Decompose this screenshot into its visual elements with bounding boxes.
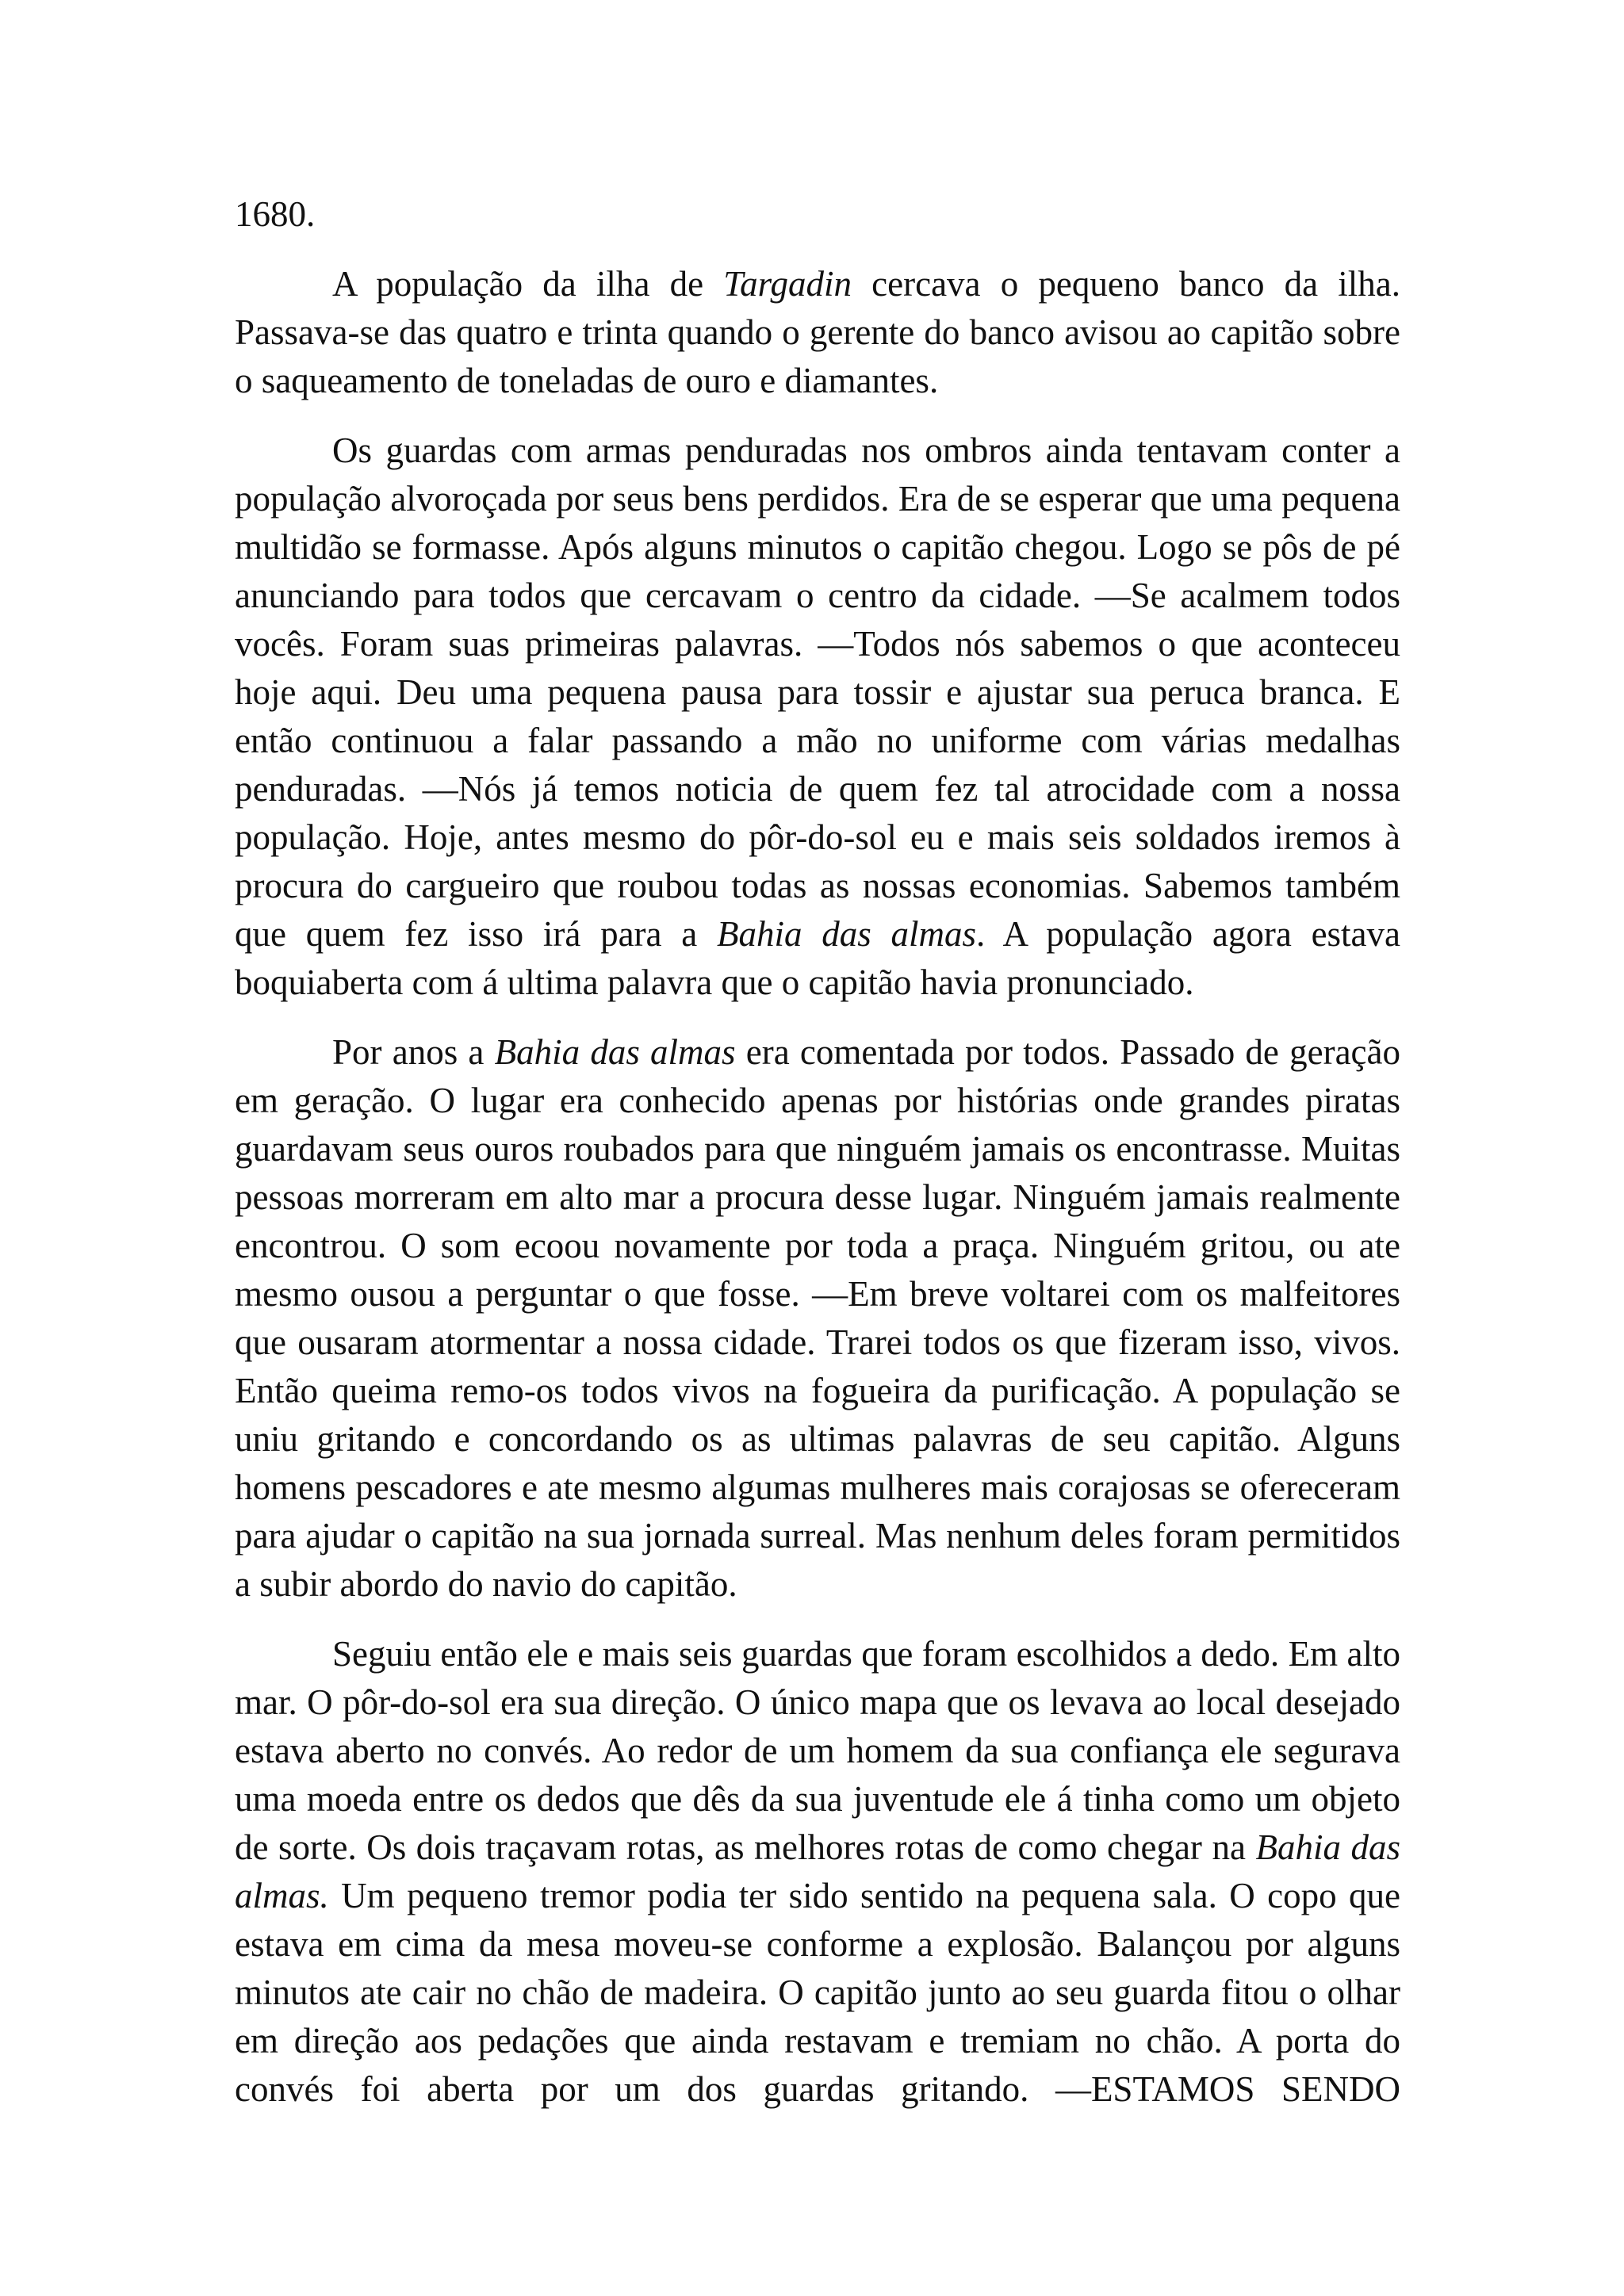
body-paragraph bbox=[235, 427, 1400, 1007]
paragraph-text: Seguiu então ele e mais seis guardas que foram escolhidos a dedo. Em alto mar. O pôr-do-sol era sua direção. O único mapa que os levava ao local desejado estava aberto no convés. Ao redor de um homem da sua confiança ele segurava uma moeda entre os dedos que dês da sua juventude ele á tinha como um objeto de sorte. Os dois traçavam rotas, as melhores rotas de como chegar na bbox=[235, 1634, 1400, 1867]
paragraph-text: cercava o pequeno banco da ilha. Passava-se das quatro e trinta quando o gerente do banco avisou ao capitão sobre o saqueamento de toneladas de ouro e diamantes. bbox=[235, 264, 1400, 400]
italic-place-name: Targadin bbox=[723, 264, 852, 304]
body-paragraph bbox=[235, 1028, 1400, 1609]
paragraph-text: Um pequeno tremor podia ter sido sentido na pequena sala. O copo que estava em cima da mesa moveu-se conforme a explosão. Balançou por alguns minutos ate cair no chão de madeira. O capitão junto ao seu guarda fitou o olhar em direção aos pedações que ainda restavam e tremiam no chão. A porta do convés foi aberta por um dos guardas gritando. —ESTAMOS SENDO bbox=[235, 1876, 1400, 2109]
year-heading: 1680. bbox=[235, 194, 316, 234]
italic-place-name: Bahia das almas. bbox=[235, 1827, 1400, 1915]
paragraphs-container bbox=[235, 260, 1400, 2114]
body-paragraph bbox=[235, 1630, 1400, 2114]
paragraph-text: Os guardas com armas penduradas nos ombros ainda tentavam conter a população alvoroçada por seus bens perdidos. Era de se esperar que uma pequena multidão se formasse. Após alguns minutos o capitão chegou. Logo se pôs de pé anunciando para todos que cercavam o centro da cidade. —Se acalmem todos vocês. Foram suas primeiras palavras. —Todos nós sabemos o que aconteceu hoje aqui. Deu uma pequena pausa para tossir e ajustar sua peruca branca. E então continuou a falar passando a mão no uniforme com várias medalhas penduradas. —Nós já temos noticia de quem fez tal atrocidade com a nossa população. Hoje, antes mesmo do pôr-do-sol eu e mais seis soldados iremos à procura do cargueiro que roubou todas as nossas economias. Sabemos também que quem fez isso irá para a bbox=[235, 430, 1400, 954]
paragraph-text: A população da ilha de bbox=[332, 264, 724, 304]
italic-place-name: Bahia das almas bbox=[494, 1032, 736, 1072]
italic-place-name: Bahia das almas bbox=[716, 914, 976, 954]
paragraph-text: . A população agora estava boquiaberta com á ultima palavra que o capitão havia pronunciado. bbox=[235, 914, 1400, 1002]
paragraph-text: Por anos a bbox=[332, 1032, 495, 1072]
paragraph-text: era comentada por todos. Passado de geração em geração. O lugar era conhecido apenas por histórias onde grandes piratas guardavam seus ouros roubados para que ninguém jamais os encontrasse. Muitas pessoas morreram em alto mar a procura desse lugar. Ninguém jamais realmente encontrou. O som ecoou novamente por toda a praça. Ninguém gritou, ou ate mesmo ousou a perguntar o que fosse. —Em breve voltarei com os malfeitores que ousaram atormentar a nossa cidade. Trarei todos os que fizeram isso, vivos. Então queima remo-os todos vivos na fogueira da purificação. A população se uniu gritando e concordando os as ultimas palavras de seu capitão. Alguns homens pescadores e ate mesmo algumas mulheres mais corajosas se ofereceram para ajudar o capitão na sua jornada surreal. Mas nenhum deles foram permitidos a subir abordo do navio do capitão. bbox=[235, 1032, 1401, 1604]
body-paragraph bbox=[235, 260, 1400, 405]
document-page bbox=[235, 190, 1400, 2114]
